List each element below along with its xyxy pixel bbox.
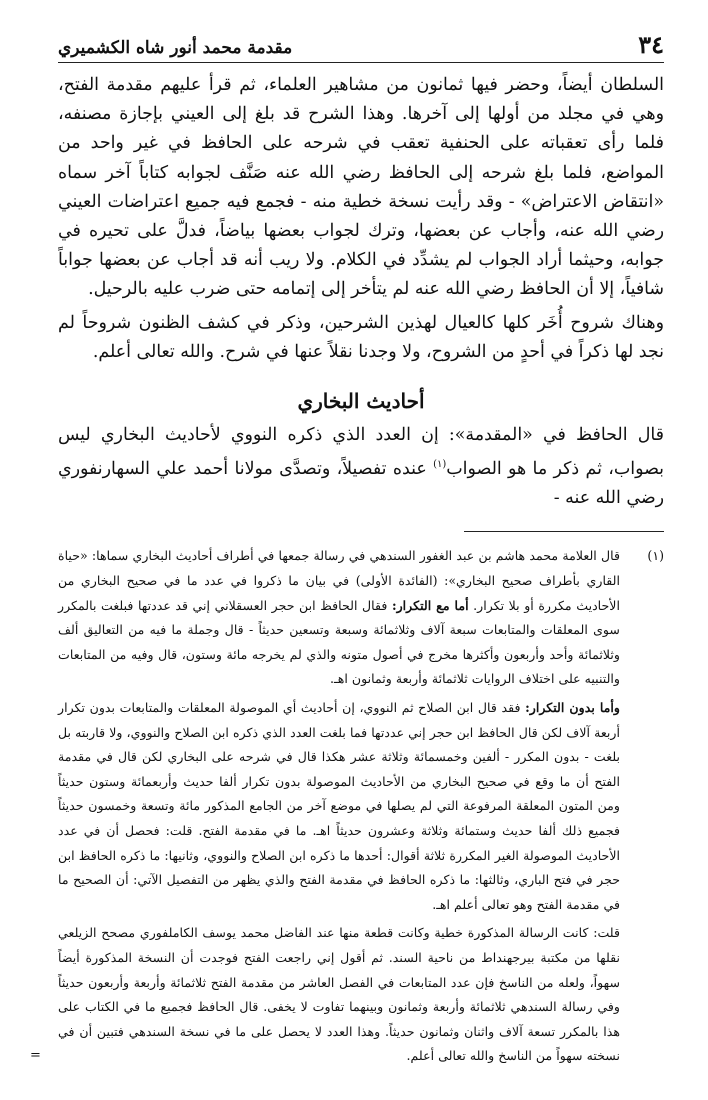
footnote-text: فقال الحافظ ابن حجر العسقلاني إني قد عددتها فبلغت بالمكرر سوى المعلقات والمتابعات سبعة آلاف وثلاثمائة وسبعة وتسعين حديثاً - قال وجملة ما فيه من التعاليق ألف وثلاثمائة وأحد وأربعون وأكثرها مخرج في أصول متونه والذي لم يخرجه مائة وستون، قال وفيه من المتابعات والتنبيه على اختلاف الروايات ثلاثمائة وأربعة وثمانون اهـ. (58, 597, 620, 687)
page-header (58, 30, 664, 63)
footnote-divider (464, 531, 664, 532)
footnote (30, 544, 664, 1068)
body-paragraph: وهناك شروح أُخَر كلها كالعيال لهذين الشرحين، وذكر في كشف الظنون شروحاً لم نجد لها ذكراً في أحدٍ من الشروح، ولا وجدنا نقلاً عنها في شرح. والله تعالى أعلم. (58, 312, 664, 362)
footnote-marker: (١) (647, 548, 664, 564)
footnote-bold-label: وأما بدون التكرار: (525, 700, 620, 715)
footnote-paragraph (58, 696, 620, 917)
section-heading: أحاديث البخاري (297, 389, 425, 414)
footnote-text: قال العلامة محمد هاشم بن عبد الغفور السندهي في رسالة جمعها في أطراف أحاديث البخاري سماها: «حياة القاري بأطراف صحيح البخاري»: (الفائدة الأولى) في بيان ما ذكروا في عدد ما في صحيح البخاري من الأحاديث مكررة أو بلا تكرار. (58, 548, 620, 613)
footnote-reference[interactable]: (١) (433, 459, 447, 471)
footnote-paragraph (30, 921, 620, 1069)
footnote-bold-label: أما مع التكرار: (391, 597, 469, 613)
section-text-start: قال الحافظ في «المقدمة»: إن العدد الذي ذكره النووي لأحاديث البخاري ليس بصواب، ثم ذكر ما هو الصواب (58, 425, 664, 480)
footnote-text: قلت: كانت الرسالة المذكورة خطية وكانت قطعة منها عند الفاضل محمد يوسف الكاملفوري مصحح الزيلعي نقلها من مكتبة بيرجهنداط من ناحية السند. ثم أقول إني راجعت الفتح فوجدت أن النسخة المذكورة أيضاً سهواً، ولعله من الناسخ فإن عدد المتابعات في الفصل العاشر من مقدمة الفتح ثلاثمائة وأربعة وأربعون حديثاً وفي رسالة السندهي ثلاثمائة وأربعة وثمانون وبينهما تفاوت لا يخفى. قال الحافظ فجميع ما في الكتاب على هذا بالمكرر تسعة آلاف واثنان وثمانون حديثاً. وهذا العدد لا يحصل على ما في نسخة السندهي فتبين أن في نسخته سهواً من الناسخ والله تعالى أعلم. (58, 925, 620, 1064)
body-paragraph: السلطان أيضاً، وحضر فيها ثمانون من مشاهير العلماء، ثم قرأ عليهم مقدمة الفتح، وهي في مجلد من أولها إلى آخرها. وهذا الشرح قد بلغ إلى العيني بإجازة مصنفه، فلما رأى تعقباته على الحنفية تعقب في شرحه على الحافظ في غير واحد من المواضع، فلما بلغ شرحه إلى الحافظ رضي الله عنه صَنَّف لجوابه كتاباً آخر سماه «انتقاض الاعتراض» - وقد رأيت نسخة خطية منه - فجمع فيه جميع اعتراضات العيني رضي الله عنه، وأجاب عن بعضها، وترك لجواب بعضها بياضاً، فدلَّ على تحيره في جوابه، وحيثما أراد الجواب لم يشدِّد في الكلام. ولا ريب أنه قد أجاب عن بعضها جواباً شافياً، إلا أن الحافظ رضي الله عنه لم يتأخر إلى إتمامه حتى ضرب عليه بالرحيل. (58, 75, 664, 300)
page-number: ٣٤ (638, 30, 664, 59)
main-text (58, 71, 664, 513)
footnote-body (30, 544, 620, 1068)
section-text-end: عنده تفصيلاً، وتصدَّى مولانا أحمد علي السهارنفوري رضي الله عنه - (58, 459, 664, 509)
running-title: مقدمة محمد أنور شاه الكشميري (58, 38, 293, 58)
footnote-paragraph (58, 544, 620, 692)
footnote-text: فقد قال ابن الصلاح ثم النووي، إن أحاديث أي الموصولة المعلقات والمتابعات بدون تكرار أربعة آلاف لكن قال الحافظ ابن حجر إني عددتها فما بلغت العدد الذي ذكره ابن الصلاح والنووي، ولا قاربته بل بلغت - بدون المكرر - ألفين وخمسمائة وثلاثة عشر هكذا قال في شرحه على البخاري لكن قال في مقدمة الفتح أن ما وقع في صحيح البخاري من الأحاديث الموصولة بدون تكرار ألفا حديث وأربعمائة وستون حديثاً ومن المتون المعلقة المرفوعة التي لم يصلها في موضع آخر من الجامع المذكور مائة وتسعة وخمسون حديثاً فجميع ذلك ألفا حديث وستمائة وثلاثة وعشرون حديثاً اهـ. ما في مقدمة الفتح. قلت: فحصل أن في عدد الأحاديث الموصولة الغير المكررة ثلاثة أقوال: أحدها ما ذكره ابن الصلاح والنووي، وثانيها: ما ذكره الحافظ ابن حجر في فتح الباري، وثالثها: ما ذكره الحافظ في مقدمة الفتح والذي يظهر من التفصيل الآتي: أن الصحيح ما في مقدمة الفتح وهو تعالى أعلم اهـ. (58, 700, 620, 912)
section-paragraph (58, 421, 664, 513)
continuation-mark: = (30, 1048, 41, 1064)
